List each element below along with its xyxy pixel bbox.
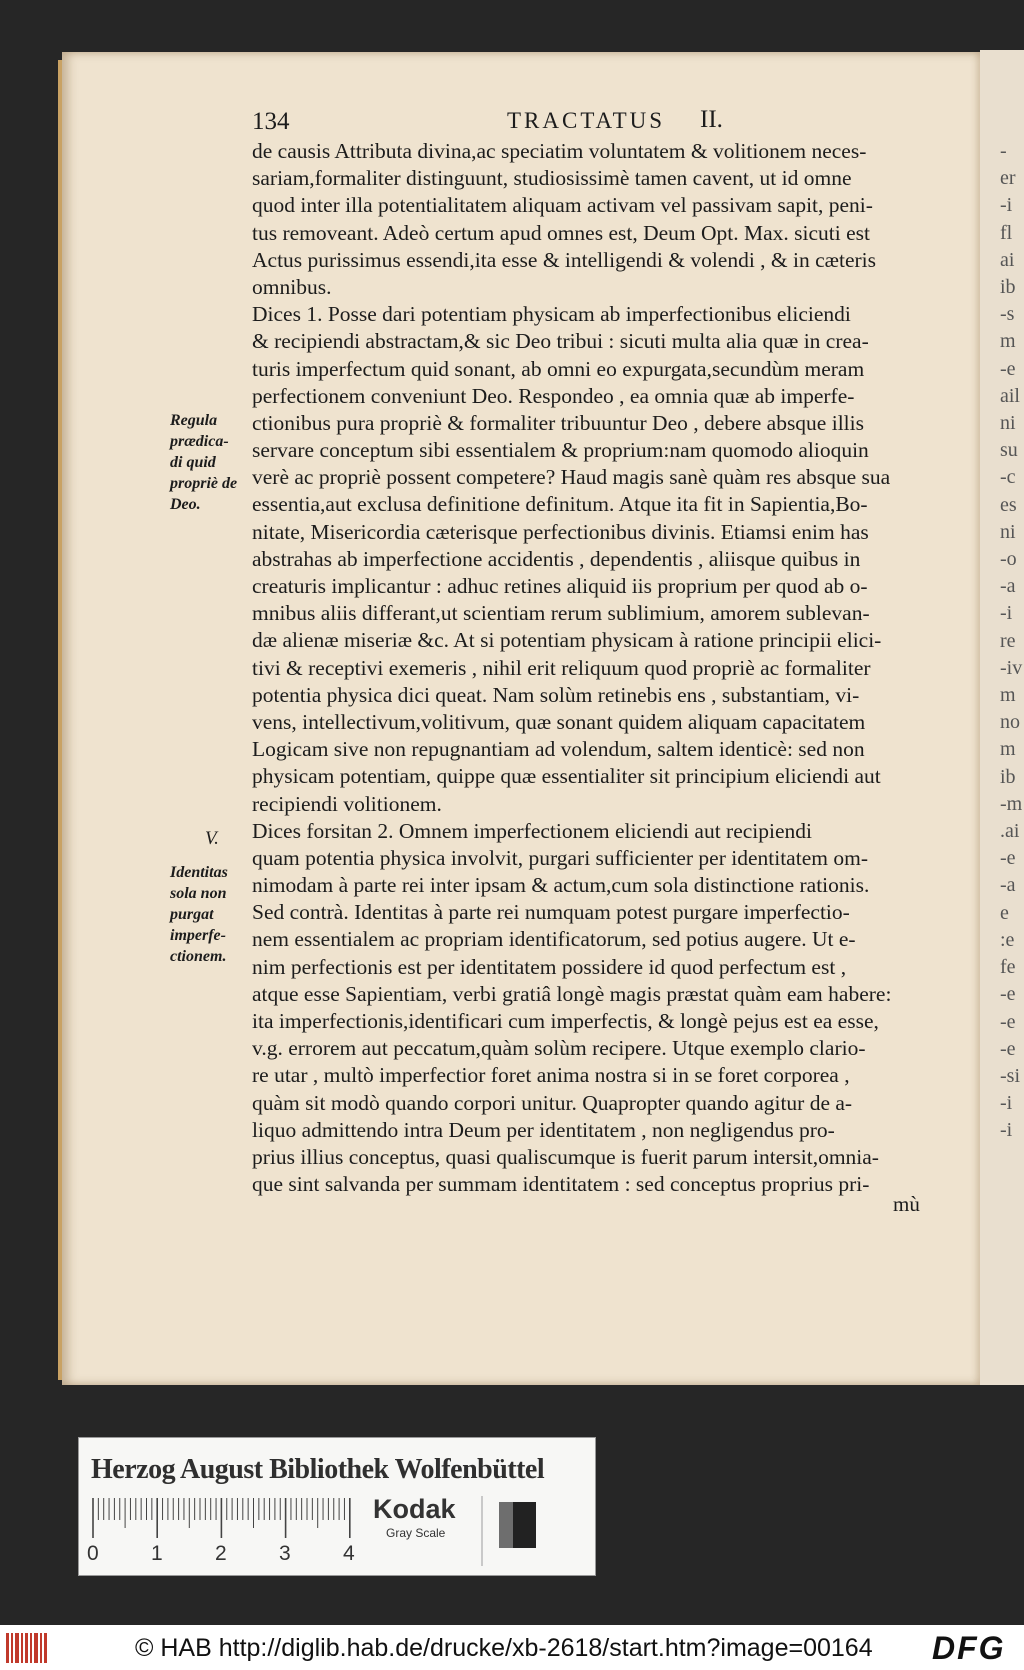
adjacent-fragment: ail [1000, 384, 1020, 407]
marginal-line: imperfe- [170, 927, 226, 944]
adjacent-fragment: :e [1000, 928, 1015, 951]
adjacent-fragment: m [1000, 684, 1016, 707]
text-line: verè ac propriè possent competere? Haud magis sanè quàm res absque sua [252, 465, 891, 490]
color-calibration-card [78, 1437, 596, 1576]
text-line: nem essentialem ac propriam identificatorum, sed potius augere. Ut e- [252, 927, 856, 952]
text-line: quod inter illa potentialitatem aliquam activam vel passivam sapit, peni- [252, 193, 873, 218]
adjacent-fragment: -m [1000, 792, 1023, 815]
adjacent-fragment: -a [1000, 575, 1016, 598]
adjacent-fragment: -i [1000, 602, 1013, 625]
text-line: Sed contrà. Identitas à parte rei numquam potest purgare imperfectio- [252, 900, 850, 925]
marginal-line: Deo. [170, 496, 201, 513]
text-line: nitate, Misericordia cæterisque perfectionibus divinis. Etiamsi enim has [252, 519, 869, 544]
text-line: v.g. errorem aut peccatum,quàm solùm recipere. Utque exemplo clario- [252, 1036, 866, 1061]
text-line: vens, intellectivum,volitivum, quæ sonant quidem aliquam capacitatem [252, 709, 866, 734]
text-line: perfectionem conveniunt Deo. Respondeo , ea omnia quæ ab imperfe- [252, 383, 855, 408]
adjacent-fragment: .ai [1000, 820, 1020, 843]
adjacent-fragment: -a [1000, 874, 1016, 897]
text-line: de causis Attributa divina,ac speciatim voluntatem & volitionem neces- [252, 139, 867, 163]
adjacent-fragment: ib [1000, 276, 1016, 299]
adjacent-fragment: fl [1000, 221, 1013, 244]
adjacent-fragment: fe [1000, 956, 1016, 979]
text-line: Actus purissimus essendi,ita esse & intelligendi & volendi , & in cæteris [252, 247, 877, 272]
marginal-line: Regula [170, 412, 218, 429]
running-title: TRACTATUS [507, 108, 666, 133]
running-head [252, 108, 952, 136]
adjacent-page-strip [980, 50, 1024, 1385]
adjacent-fragment: -e [1000, 1010, 1016, 1033]
adjacent-fragment: er [1000, 167, 1016, 190]
adjacent-fragment: m [1000, 738, 1016, 761]
dfg-logo: DFG [932, 1630, 1006, 1666]
kodak-logo: Kodak [373, 1494, 456, 1524]
marginal-line: ctionem. [170, 948, 227, 965]
marginal-line: sola non [170, 885, 227, 902]
text-line: tivi & receptivi exemeris , nihil erit reliquum quod propriè ac formaliter [252, 655, 871, 680]
adjacent-fragment: -i [1000, 1119, 1013, 1142]
text-line: ita imperfectionis,identificari cum imperfectis, & longè pejus est ea esse, [252, 1009, 879, 1033]
ruler-number: 3 [279, 1542, 291, 1565]
gray-patch-mid [499, 1502, 513, 1548]
text-line: omnibus. [252, 274, 332, 299]
adjacent-fragment: ni [1000, 412, 1016, 435]
adjacent-fragment: no [1000, 711, 1020, 734]
text-line: & recipiendi abstractam,& sic Deo tribui : sicuti multa alia quæ in crea- [252, 329, 869, 354]
marginal-line: propriè de [170, 475, 238, 492]
adjacent-fragment: -s [1000, 303, 1015, 326]
ruler-number: 2 [215, 1542, 227, 1565]
text-line: que sint salvanda per summam identitatem : sed conceptus proprius pri- [252, 1172, 870, 1197]
adjacent-fragment: -c [1000, 466, 1016, 489]
adjacent-fragment: -o [1000, 548, 1017, 571]
text-line: quàm sit modò quando corpori unitur. Quapropter quando agitur de a- [252, 1090, 853, 1115]
text-line: essentia,aut exclusa definitione definitum. Atque ita fit in Sapientia,Bo- [252, 492, 868, 517]
page-number: 134 [252, 108, 290, 135]
marginal-line: Identitas [170, 864, 228, 881]
text-line: tus removeant. Adeò certum apud omnes est, Deum Opt. Max. sicuti est [252, 220, 870, 245]
text-line: Logicam sive non repugnantiam ad volendum, saltem identicè: sed non [252, 737, 865, 762]
adjacent-fragment: -e [1000, 847, 1016, 870]
footer-bar [0, 1625, 1024, 1670]
card-divider [481, 1496, 483, 1566]
running-part: II. [700, 106, 723, 133]
text-line: sariam,formaliter distinguunt, studiosissimè tamen cavent, ut id omne [252, 166, 852, 191]
adjacent-fragment: -i [1000, 194, 1013, 217]
catchword: mù [893, 1192, 920, 1216]
adjacent-fragment: ai [1000, 248, 1015, 271]
gray-scale-label: Gray Scale [386, 1526, 446, 1540]
text-line: mnibus aliis differant,ut scientiam rerum sublimium, amorem sublevan- [252, 601, 870, 626]
adjacent-fragment: re [1000, 629, 1016, 652]
adjacent-fragment: -i [1000, 1092, 1013, 1115]
adjacent-fragment: -e [1000, 983, 1016, 1006]
body-text [252, 138, 952, 1198]
text-line: potentia physica dici queat. Nam solùm retinebis ens , substantiam, vi- [252, 682, 860, 707]
marginal-note-regula [170, 410, 256, 515]
marginal-line: purgat [170, 906, 214, 923]
adjacent-page-text [980, 138, 1022, 1145]
text-line: Dices 1. Posse dari potentiam physicam ab imperfectionibus eliciendi [252, 302, 851, 327]
marginal-numeral: V. [205, 828, 219, 849]
marginal-line: prædica- [170, 433, 229, 450]
footer-citation-link[interactable]: © HAB http://diglib.hab.de/drucke/xb-2618/start.htm?image=00164 [135, 1634, 873, 1662]
adjacent-fragment: -e [1000, 357, 1016, 380]
text-line: creaturis implicantur : adhuc retines aliquid iis proprium per quod ab o- [252, 574, 868, 598]
adjacent-fragment: ni [1000, 520, 1016, 543]
adjacent-fragment: su [1000, 439, 1018, 462]
marginal-note-identitas [170, 862, 256, 967]
text-line: abstrahas ab imperfectione accidentis , dependentis , aliisque quibus in [252, 546, 861, 571]
text-line: atque esse Sapientiam, verbi gratiâ longè magis præstat quàm eam habere: [252, 981, 892, 1006]
text-line: recipiendi volitionem. [252, 791, 442, 816]
text-line: nimodam à parte rei inter ipsam & actum,cum sola distinctione rationis. [252, 873, 870, 898]
ruler-number: 4 [343, 1542, 355, 1565]
ruler-number: 0 [87, 1542, 99, 1565]
marginal-line: di quid [170, 454, 216, 471]
adjacent-fragment: ib [1000, 765, 1016, 788]
text-line: dæ alienæ miseriæ &c. At si potentiam physicam à ratione principii elici- [252, 628, 882, 653]
text-line: ctionibus pura propriè & formaliter tribuuntur Deo , debere absque illis [252, 410, 864, 435]
barcode-icon [6, 1633, 48, 1663]
text-line: nim perfectionis est per identitatem possidere id quod perfectum est , [252, 954, 847, 979]
text-line: re utar , multò imperfectior foret anima nostra si in se foret corporea , [252, 1063, 850, 1088]
text-line: quam potentia physica involvit, purgari sufficienter per identitatem om- [252, 845, 868, 870]
text-line: turis imperfectum quid sonant, ab omni eo expurgata,secundùm meram [252, 356, 865, 381]
adjacent-fragment: e [1000, 901, 1009, 924]
adjacent-fragment: - [1000, 140, 1007, 162]
adjacent-fragment: -iv [1000, 656, 1023, 679]
text-line: liquo admittendo intra Deum per identitatem , non negligendus pro- [252, 1117, 835, 1142]
text-line: servare conceptum sibi essentialem & proprium:nam quomodo alioquin [252, 438, 869, 463]
text-line: prius illius conceptus, quasi qualiscumque is fuerit parum intersit,omnia- [252, 1144, 879, 1169]
adjacent-fragment: es [1000, 493, 1017, 516]
adjacent-fragment: -e [1000, 1037, 1016, 1060]
ruler-number: 1 [151, 1542, 163, 1565]
text-line: Dices forsitan 2. Omnem imperfectionem eliciendi aut recipiendi [252, 818, 812, 843]
ruler-scale [91, 1498, 353, 1542]
adjacent-fragment: -si [1000, 1064, 1020, 1087]
adjacent-fragment: m [1000, 330, 1016, 353]
text-line: physicam potentiam, quippe quæ essentialiter sit principium eliciendi aut [252, 764, 881, 789]
library-name: Herzog August Bibliothek Wolfenbüttel [91, 1454, 545, 1485]
